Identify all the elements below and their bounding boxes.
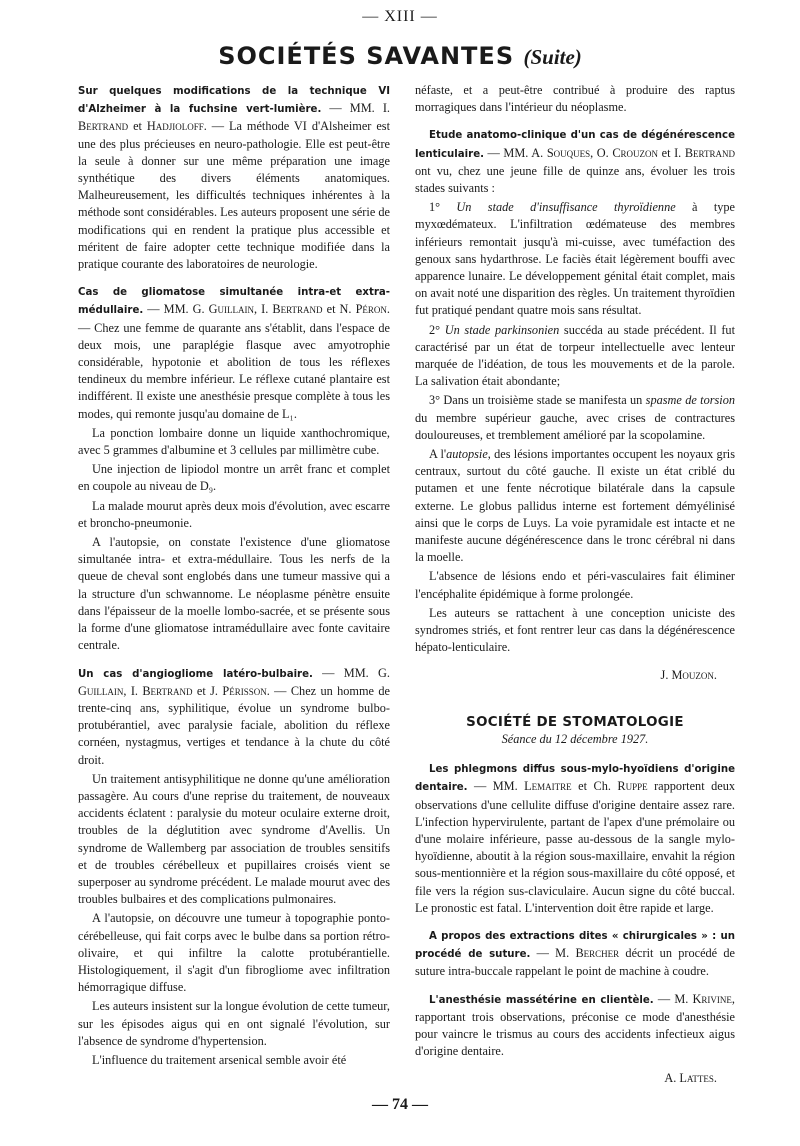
author-name: Souques [546, 145, 591, 160]
author-name: Guillain [78, 683, 124, 698]
article-gliomatose [78, 283, 390, 654]
article-paragraph: A l'autopsie, on découvre une tumeur à topographie ponto-cérébelleuse, qui fait corps avec le bulbe dans sa portion rétro-olivaire, et qui infiltre la calotte protubérantielle. Histologiquement, il s'agit d'un fibrogliome avec infiltration hémorragique diffuse. [78, 911, 390, 995]
article-anesthesie [415, 991, 735, 1088]
article-body: décrit un procédé de suture intra-buccale rappelant le point de machine à coudre. [415, 946, 736, 979]
society-heading: SOCIÉTÉ DE STOMATOLOGIE [466, 714, 684, 730]
article-paragraph: La malade mourut après deux mois d'évolution, avec escarre et broncho-pneumonie. [78, 498, 390, 530]
stage-paragraph [415, 392, 735, 444]
author-name: Bertrand [272, 302, 323, 317]
author-separator: , I. [254, 302, 273, 317]
right-column [415, 82, 735, 1088]
stage-paragraph [415, 199, 735, 319]
article-paragraph: Une injection de lipiodol montre un arrêt franc et complet en coupole au niveau de D₉. [78, 462, 390, 494]
article-dash: — M. [653, 991, 693, 1006]
stage-label: Un stade parkinsonien [444, 322, 560, 337]
article-dash: — MM. [467, 779, 525, 794]
article-alzheimer [78, 82, 390, 273]
autopsy-body: , des lésions importantes occupent les noyaux gris centraux, surtout du côté gauche. Il existe un état criblé du putamen et une fente nécrotique bilatérale dans la capsule externe. Le globus pallidus interne est fortement démyélinisé ainsi que le corps de Luys. La voie pyramidale est intacte et ne manifeste aucune dégénérescence dans le tronc cérébral ni dans la moelle. [415, 447, 735, 565]
signature: J. Mouzon. [660, 667, 717, 682]
author-name: Crouzon [612, 145, 659, 160]
stage-paragraph [415, 322, 735, 391]
author-separator: et [128, 119, 147, 134]
article-paragraph: La ponction lombaire donne un liquide xanthochromique, avec 5 grammes d'albumine et 3 cellules par millimètre cube. [78, 425, 390, 458]
left-column [78, 82, 390, 1071]
section-title-text: SOCIÉTÉS SAVANTES [218, 42, 515, 70]
author-name: Bertrand [78, 119, 129, 134]
article-dash: — MM. G. [312, 665, 390, 680]
article-paragraph: L'absence de lésions endo et péri-vasculaires fait éliminer l'encéphalite épidémique à forme prolongée. [415, 569, 735, 601]
stage-intro: 3° Dans un troisième stade se manifesta un [429, 393, 646, 408]
article-title: Etude anatomo-clinique d'un cas de dégénérescence lenticulaire. [415, 130, 735, 160]
author-name: Bercher [575, 946, 620, 961]
article-paragraph: Les auteurs insistent sur la longue évolution de cette tumeur, sur les épisodes aigus qui en ont signalé l'évolution, sur l'absence de syndrome d'hypertension. [78, 999, 390, 1048]
author-name: Périsson [222, 683, 267, 698]
signature: A. Lattes. [664, 1071, 717, 1086]
article-paragraph: Un traitement antisyphilitique ne donne qu'une amélioration passagère. Au cours d'une reprise du traitement, de nouveaux accidents éclatent : paralysie du moteur oculaire externe droit, troubles de la déglutition avec syndrome d'Avellis. Un syndrome de Wallemberg par association de troubles sensitifs et de troubles cérébelleux et pupillaires croisés vient se superposer au syndrome précédent. Le malade mourut avec des troubles bulbaires et des complications pulmonaires. [78, 771, 390, 907]
article-dash: — M. [530, 946, 576, 961]
author-separator: et J. [192, 683, 223, 698]
author-name: Guillain [208, 302, 255, 317]
stage-body: à type myxœdémateux. L'infiltration œdémateuse des membres inférieurs remontait jusqu'à mi-cuisse, avec tuméfaction des genoux sans hydarthrose. Le faciès était légèrement bouffi avec apparence lunaire. Le développement génital était complet, mais on avait noté une disparition des règles. Un traitement thyroïdien fut pratiqué pendant quatre mois sans résultat. [415, 200, 735, 318]
article-title: Un cas d'angiogliome latéro-bulbaire. [78, 668, 313, 680]
roman-page-number: — XIII — [362, 8, 438, 25]
article-extractions [415, 927, 735, 981]
article-body: rapportent deux observations d'une cellulite diffuse d'origine dentaire assez rare. L'infection hypervirulente, partant de l'apex d'une prémolaire ou d'une molaire inférieure, passe au-dessous de la sangle mylo-hyoïdienne, aboutit à la région sous-maxillaire, envahit la région sous-mentionnière et la région sous-maxillaire du côté opposé, et file vers la région sus-claviculaire. Aucun signe du côté buccal. Le pronostic est fatal. L'intervention doit être rapide et large. [415, 779, 735, 915]
author-name: Lemaitre [524, 779, 572, 794]
stage-body: succéda au stade précédent. Il fut caractérisé par un état de torpeur intellectuelle avec lenteur marquée de l'idéation, de tous les mouvements et de la parole. La salivation était abondante; [415, 322, 735, 389]
article-body: . — Chez un homme de trente-cinq ans, syphilitique, évolue un syndrome bulbo-protubérantiel, avec paralysie faciale, abolition du réflexe cornéen, nystagmus, vertiges et tendance à la chute du côté droit. [78, 683, 390, 767]
article-title: L'anesthésie massétérine en clientèle. [429, 994, 654, 1006]
article-paragraph: L'influence du traitement arsenical semble avoir été [92, 1052, 347, 1067]
author-separator: et Ch. [571, 779, 618, 794]
article-body: . — Chez une femme de quarante ans s'établit, dans l'espace de deux mois, une paraplégie flasque avec amyotrophie considérable, hypotonie et abolition de tous les réflexes tendineux du membre inférieur. Le réflexe cutané plantaire est indifférent. Il existe une anesthésie presque complète à tous les modes, qui remonte jusqu'au domaine de L₁. [78, 302, 390, 421]
author-separator: et I. [658, 145, 685, 160]
author-separator: , O. [590, 145, 613, 160]
article-paragraph [415, 760, 735, 917]
article-body: , rapportant trois observations, préconise ce mode d'anesthésie pour vaincre le trismus au cours des accidents infectieux aigus d'origine dentaire. [415, 991, 735, 1059]
article-paragraph: A l'autopsie, on constate l'existence d'une gliomatose simultanée intra- et extra-médullaire. Tous les nerfs de la queue de cheval sont englobés dans une tumeur massive qui a la structure d'un schwannome. Le néoplasme pénètre ensuite dans l'épaisseur de la moelle lombo-sacrée, et se présente sous la forme d'une gliomatose intramédullaire avec fonte cavitaire centrale. [78, 535, 390, 653]
article-angiogliome [78, 665, 390, 1070]
article-title: Sur quelques modifications de la technique VI d'Alzheimer à la fuchsine vert-lumière. [78, 86, 390, 116]
article-title: A propos des extractions dites « chirurgicales » : un procédé de suture. [415, 930, 735, 961]
article-title: Cas de gliomatose simultanée intra-et extra-médullaire. [78, 287, 390, 317]
continuation-paragraph: néfaste, et a peut-être contribué à produire des raptus morragiques dans l'intérieur du néoplasme. [415, 83, 735, 115]
author-name: Péron [355, 302, 387, 317]
stage-number: 2° [429, 322, 445, 337]
article-paragraph [78, 665, 390, 769]
autopsy-label: autopsie [446, 447, 488, 462]
article-body: ont vu, chez une jeune fille de quinze ans, évoluer les trois stades suivants : [415, 163, 735, 196]
author-name: Bertrand [142, 683, 193, 698]
article-paragraph [78, 82, 390, 273]
section-title-suffix: (Suite) [523, 45, 582, 69]
stage-label: spasme de torsion [645, 393, 735, 408]
stage-body: du membre supérieur gauche, avec crises de contractures douloureuses, et tremblement amélioré par la scopolamine. [415, 410, 735, 442]
author-name: Ruppe [617, 779, 648, 794]
author-separator: , I. [123, 683, 143, 698]
article-dash: — MM. A. [483, 145, 547, 160]
autopsy-prefix: A l' [429, 447, 447, 462]
article-paragraph [415, 446, 735, 566]
article-degenerescence-lenticulaire [415, 126, 735, 683]
section-title [0, 42, 800, 71]
article-paragraph [415, 927, 735, 981]
article-title: Les phlegmons diffus sous-mylo-hyoïdiens d'origine dentaire. [415, 764, 735, 794]
article-paragraph [78, 283, 390, 423]
author-name: Bertrand [684, 145, 735, 160]
stage-number: 1° [429, 200, 457, 215]
author-separator: et N. [322, 302, 356, 317]
article-phlegmons [415, 760, 735, 917]
page-number: — 74 — [372, 1096, 428, 1113]
author-name: Krivine [692, 991, 732, 1006]
article-dash: — MM. I. [321, 101, 390, 116]
stage-label: Un stade d'insuffisance thyroïdienne [456, 200, 676, 215]
article-paragraph: Les auteurs se rattachent à une conception uniciste des syndromes striés, et font rentrer leur cas dans la dégénérescence hépato-lenticulaire. [415, 605, 735, 655]
article-paragraph [415, 991, 735, 1061]
article-paragraph [415, 126, 735, 197]
article-body: . — La méthode VI d'Alsheimer est une des plus précieuses en neuro-pathologie. Elle est peut-être la seule à donner sur une même préparation une image synthétique des divers éléments anatomiques. Malheureusement, les difficultés techniques inhérentes à la méthode sont considérables. Les auteurs proposent une série de modifications qui en rendent la pratique plus accessible et méritent de faire adopter cette technique modifiée dans la pratique courante des laboratoires de neurologie. [78, 119, 390, 272]
author-name: Hadjioloff [146, 119, 204, 134]
article-dash: — MM. G. [143, 302, 209, 317]
session-date: Séance du 12 décembre 1927. [501, 731, 649, 746]
